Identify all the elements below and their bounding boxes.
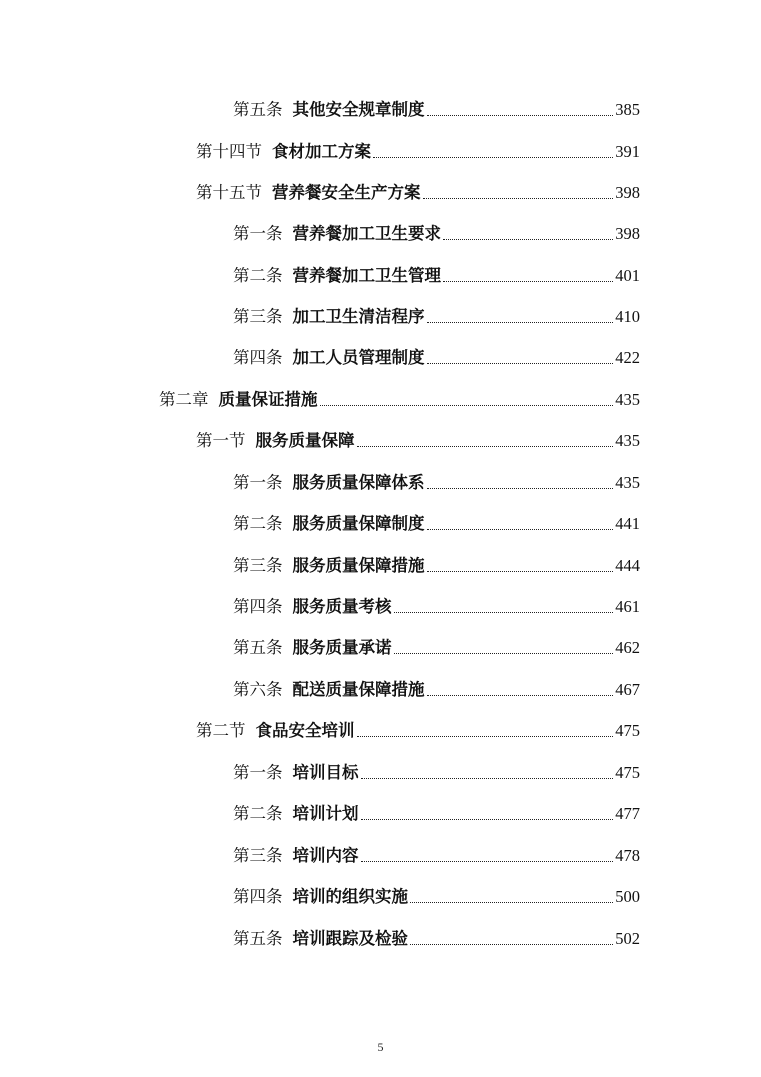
toc-entry[interactable] [196,719,640,743]
toc-entry-title: 服务质量保障体系 [292,473,425,492]
toc-entry-number: 第二章 [159,390,209,409]
toc-entry-number: 第二条 [233,804,283,823]
toc-entry[interactable] [233,222,640,246]
toc-entry-number: 第四条 [233,348,283,367]
toc-entry-number: 第三条 [233,846,283,865]
toc-entry-page: 462 [615,638,640,657]
dot-leader [427,321,614,323]
toc-entry-number: 第五条 [233,638,283,657]
dot-leader [394,611,614,613]
toc-entry-title: 配送质量保障措施 [292,680,425,699]
toc-entry[interactable] [196,429,640,453]
toc-entry-title: 质量保证措施 [218,390,318,409]
dot-leader [443,238,613,240]
toc-entry[interactable] [233,636,640,660]
toc-entry-title: 培训的组织实施 [292,887,408,906]
toc-entry-title: 服务质量承诺 [292,638,392,657]
toc-entry-page: 444 [615,556,640,575]
toc-entry-title: 加工人员管理制度 [292,348,425,367]
toc-entry-title: 食材加工方案 [272,142,371,161]
toc-entry-number: 第六条 [233,680,283,699]
dot-leader [427,114,614,116]
dot-leader [427,570,614,572]
toc-entry[interactable] [196,140,640,164]
toc-entry[interactable] [233,98,640,122]
dot-leader [427,528,614,530]
toc-entry-page: 477 [615,804,640,823]
toc-entry-number: 第五条 [233,929,283,948]
footer-page-number: 5 [377,1040,384,1054]
toc-entry-title: 食品安全培训 [255,721,355,740]
toc-entry-page: 401 [615,266,640,285]
toc-entry-page: 475 [615,763,640,782]
toc-entry-number: 第三条 [233,556,283,575]
toc-entry-page: 500 [615,887,640,906]
dot-leader [443,280,613,282]
dot-leader [410,901,613,903]
toc-entry[interactable] [233,554,640,578]
toc-entry[interactable] [233,264,640,288]
toc-entry[interactable] [233,761,640,785]
dot-leader [320,404,614,406]
dot-leader [410,943,613,945]
toc-entry-title: 营养餐加工卫生管理 [292,266,441,285]
toc-entry-page: 422 [615,348,640,367]
toc-entry-title: 培训计划 [292,804,359,823]
toc-entry-title: 服务质量考核 [292,597,392,616]
toc-entry-number: 第二节 [196,721,246,740]
toc-entry-page: 441 [615,514,640,533]
dot-leader [361,860,614,862]
toc-entry-page: 398 [615,183,640,202]
toc-entry-number: 第一条 [233,763,283,782]
dot-leader [361,818,614,820]
toc-entry-title: 培训内容 [292,846,359,865]
toc-entry-page: 435 [615,473,640,492]
toc-entry-title: 服务质量保障措施 [292,556,425,575]
toc-entry-title: 培训跟踪及检验 [292,929,408,948]
dot-leader [394,652,614,654]
toc-entry-title: 培训目标 [292,763,359,782]
toc-entry-number: 第一条 [233,473,283,492]
toc-entry-page: 435 [615,431,640,450]
toc-entry[interactable] [233,305,640,329]
dot-leader [373,156,613,158]
toc-entry-page: 502 [615,929,640,948]
toc-entry[interactable] [233,802,640,826]
toc-entry-page: 467 [615,680,640,699]
dot-leader [427,487,614,489]
toc-entry-title: 营养餐加工卫生要求 [292,224,441,243]
toc-entry-page: 461 [615,597,640,616]
dot-leader [423,197,614,199]
toc-entry-page: 478 [615,846,640,865]
toc-entry-page: 385 [615,100,640,119]
dot-leader [357,735,614,737]
toc-entry-number: 第五条 [233,100,283,119]
toc-entry-title: 服务质量保障制度 [292,514,425,533]
toc-entry[interactable] [233,595,640,619]
dot-leader [427,362,614,364]
toc-entry[interactable] [196,181,640,205]
toc-entry-page: 398 [615,224,640,243]
toc-entry-title: 其他安全规章制度 [292,100,425,119]
toc-entry[interactable] [159,388,640,412]
dot-leader [357,445,614,447]
toc-entry-title: 加工卫生清洁程序 [292,307,425,326]
toc-entry-number: 第十五节 [196,183,262,202]
dot-leader [361,777,614,779]
toc-entry-number: 第三条 [233,307,283,326]
toc-entry[interactable] [233,844,640,868]
toc-entry-number: 第一节 [196,431,246,450]
toc-entry[interactable] [233,885,640,909]
toc-entry[interactable] [233,678,640,702]
toc-entry-title: 服务质量保障 [255,431,355,450]
toc-entry-page: 410 [615,307,640,326]
toc-entry-page: 435 [615,390,640,409]
toc-entry-number: 第二条 [233,266,283,285]
toc-entry-number: 第四条 [233,597,283,616]
toc-entry[interactable] [233,471,640,495]
toc-entry[interactable] [233,927,640,951]
toc-entry-number: 第四条 [233,887,283,906]
toc-entry-number: 第二条 [233,514,283,533]
toc-entry[interactable] [233,346,640,370]
toc-entry-number: 第十四节 [196,142,262,161]
toc-entry-title: 营养餐安全生产方案 [272,183,421,202]
toc-entry-page: 475 [615,721,640,740]
dot-leader [427,694,614,696]
toc-entry[interactable] [233,512,640,536]
toc-entry-page: 391 [615,142,640,161]
toc-entry-number: 第一条 [233,224,283,243]
